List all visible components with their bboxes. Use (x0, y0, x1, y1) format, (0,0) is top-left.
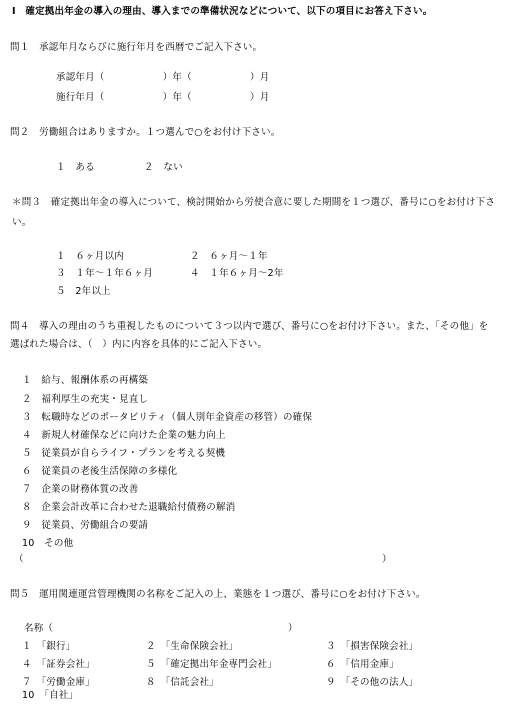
q5-option-1[interactable]: １ 「銀行」 (22, 641, 76, 652)
q4-option-8[interactable]: ８ 企業会計改革に合わせた退職給付債務の解消 (22, 502, 236, 513)
question-2: 問２ 労働組合はありますか。１つ選んで○をお付け下さい。 (10, 127, 281, 138)
q4-option-1[interactable]: １ 給与、報酬体系の再構築 (22, 375, 149, 386)
q3-option-4[interactable]: ４ １年６ヶ月～2年 (190, 268, 284, 279)
q3-option-3[interactable]: ３ １年～１年６ヶ月 (56, 268, 154, 279)
q3-option-2[interactable]: ２ ６ヶ月～１年 (190, 251, 268, 262)
q5-option-3[interactable]: ３ 「損害保険会社」 (326, 641, 419, 652)
q4-option-7[interactable]: ７ 企業の財務体質の改善 (22, 484, 139, 495)
question-1: 問１ 承認年月ならびに施行年月を西暦でご記入下さい。 (10, 42, 263, 53)
q4-option-4[interactable]: ４ 新規人材確保などに向けた企業の魅力向上 (22, 430, 226, 441)
enforcement-date-field[interactable]: 施行年月（ ）年（ ）月 (56, 92, 270, 103)
question-5: 問５ 運用関連運営管理機関の名称をご記入の上、業態を１つ選び、番号に○をお付け下さい。 (10, 589, 426, 600)
q4-option-10[interactable]: 10 その他 (22, 538, 74, 549)
q4-option-9[interactable]: ９ 従業員、労働組合の要請 (22, 520, 149, 531)
q5-name-close: ） (288, 623, 298, 634)
q5-name-label[interactable]: 名称（ (24, 623, 54, 634)
q4-option-5[interactable]: ５ 従業員が自らライフ・プランを考える契機 (22, 448, 226, 459)
q5-option-4[interactable]: ４ 「証券会社」 (22, 659, 95, 670)
question-3-line-1: ＊問３ 確定拠出年金の導入について、検討開始から労使合意に要した期間を１つ選び、番号に○をお付け下さ (12, 197, 496, 208)
q5-option-7[interactable]: ７ 「労働金庫」 (22, 677, 95, 688)
q4-option-2[interactable]: ２ 福利厚生の充実・見直し (22, 394, 149, 405)
q2-option-2[interactable]: ２ ない (144, 162, 183, 173)
q4-option-6[interactable]: ６ 従業員の老後生活保障の多様化 (22, 466, 178, 477)
q5-option-2[interactable]: ２ 「生命保険会社」 (146, 641, 239, 652)
question-4-line-1: 問４ 導入の理由のうち重視したものについて３つ以内で選び、番号に○をお付け下さい。また、「その他」を (10, 321, 489, 332)
q4-other-paren-open: （ (14, 554, 24, 565)
q5-option-9[interactable]: ９ 「その他の法人」 (326, 677, 419, 688)
q4-other-paren-close: ） (382, 554, 392, 565)
q5-option-10[interactable]: 10 「自社」 (22, 690, 79, 701)
approval-date-field[interactable]: 承認年月（ ）年（ ）月 (56, 72, 270, 83)
q5-option-6[interactable]: ６ 「信用金庫」 (326, 659, 399, 670)
section-heading: Ⅰ 確定拠出年金の導入の理由、導入までの準備状況などについて、以下の項目にお答え下さい。 (12, 6, 433, 17)
q4-option-3[interactable]: ３ 転職時などのポータビリティ（個人別年金資産の移管）の確保 (22, 412, 313, 423)
q5-option-8[interactable]: ８ 「信託会社」 (146, 677, 219, 688)
q3-option-5[interactable]: ５ 2年以上 (56, 286, 111, 297)
question-4-line-2: 選ばれた場合は、（ ）内に内容を具体的にご記入下さい。 (10, 339, 268, 350)
q5-option-5[interactable]: ５ 「確定拠出年金専門会社」 (146, 659, 278, 670)
question-3-line-2: い。 (12, 217, 32, 228)
q3-option-1[interactable]: １ ６ヶ月以内 (56, 251, 124, 262)
q2-option-1[interactable]: １ ある (56, 162, 95, 173)
